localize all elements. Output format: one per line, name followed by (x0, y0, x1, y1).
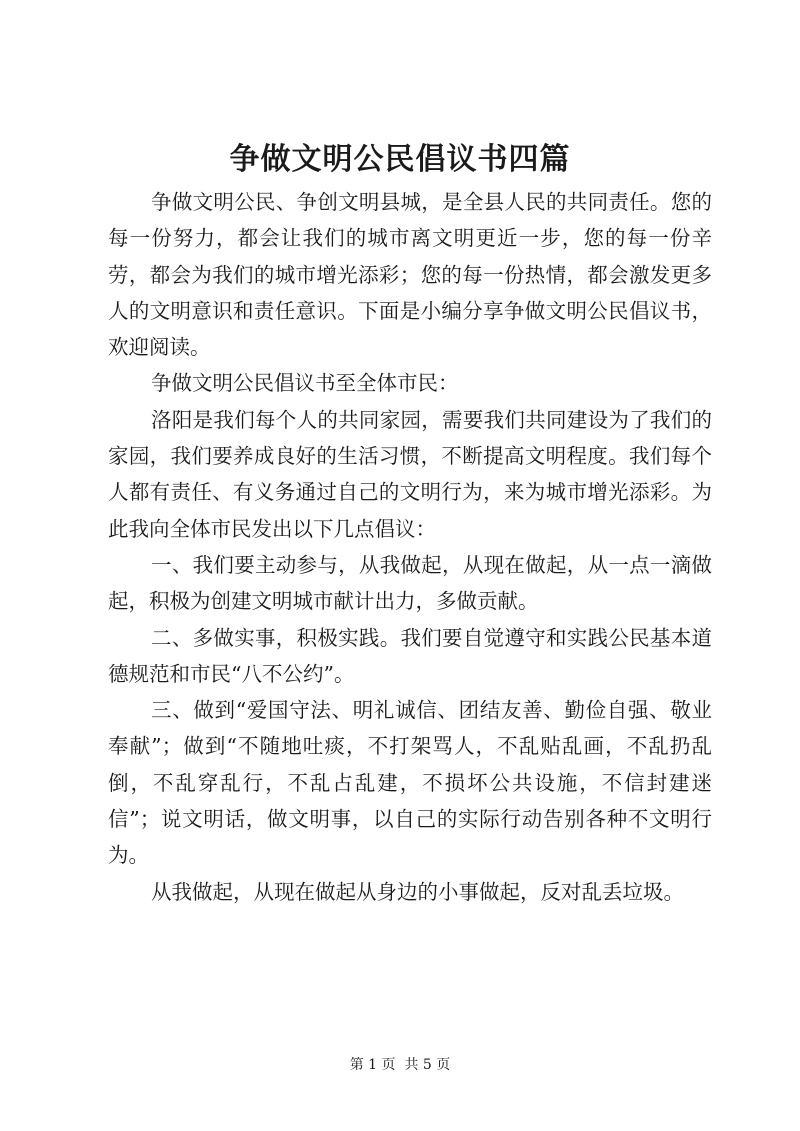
paragraph-closing: 从我做起，从现在做起从身边的小事做起，反对乱丢垃圾。 (151, 879, 685, 904)
paragraph-city-home: 洛阳是我们每个人的共同家园，需要我们共同建设为了我们的家园，我们要养成良好的生活习惯，不断提高文明程度。我们每个人都有责任、有义务通过自己的文明行为，来为城市增光添彩。为此我向全体市民发出以下几点倡议： (108, 407, 712, 541)
page-number-label: 第 1 页 共 5 页 (349, 1057, 451, 1073)
paragraph-salutation-heading: 争做文明公民倡议书至全体市民： (151, 371, 459, 396)
paragraph-point-two: 二、多做实事，积极实践。我们要自觉遵守和实践公民基本道德规范和市民“八不公约”。 (108, 625, 712, 686)
paragraph-point-one: 一、我们要主动参与，从我做起，从现在做起，从一点一滴做起，积极为创建文明城市献计出力，多做贡献。 (108, 552, 712, 614)
page-footer (0, 1056, 800, 1074)
document-title: 争做文明公民倡议书四篇 (229, 142, 571, 177)
paragraph-point-three: 三、做到“爱国守法、明礼诚信、团结友善、勤俭自强、敬业奉献”；做到“不随地吐痰，不打架骂人，不乱贴乱画，不乱扔乱倒，不乱穿乱行，不乱占乱建，不损坏公共设施，不信封建迷信”；说文明话，做文明事，以自己的实际行动告别各种不文明行为。 (108, 698, 712, 868)
document-body (108, 184, 712, 910)
paragraph-intro: 争做文明公民、争创文明县城，是全县人民的共同责任。您的每一份努力，都会让我们的城市离文明更近一步，您的每一份辛劳，都会为我们的城市增光添彩；您的每一份热情，都会激发更多人的文明意识和责任意识。下面是小编分享争做文明公民倡议书，欢迎阅读。 (108, 190, 712, 360)
